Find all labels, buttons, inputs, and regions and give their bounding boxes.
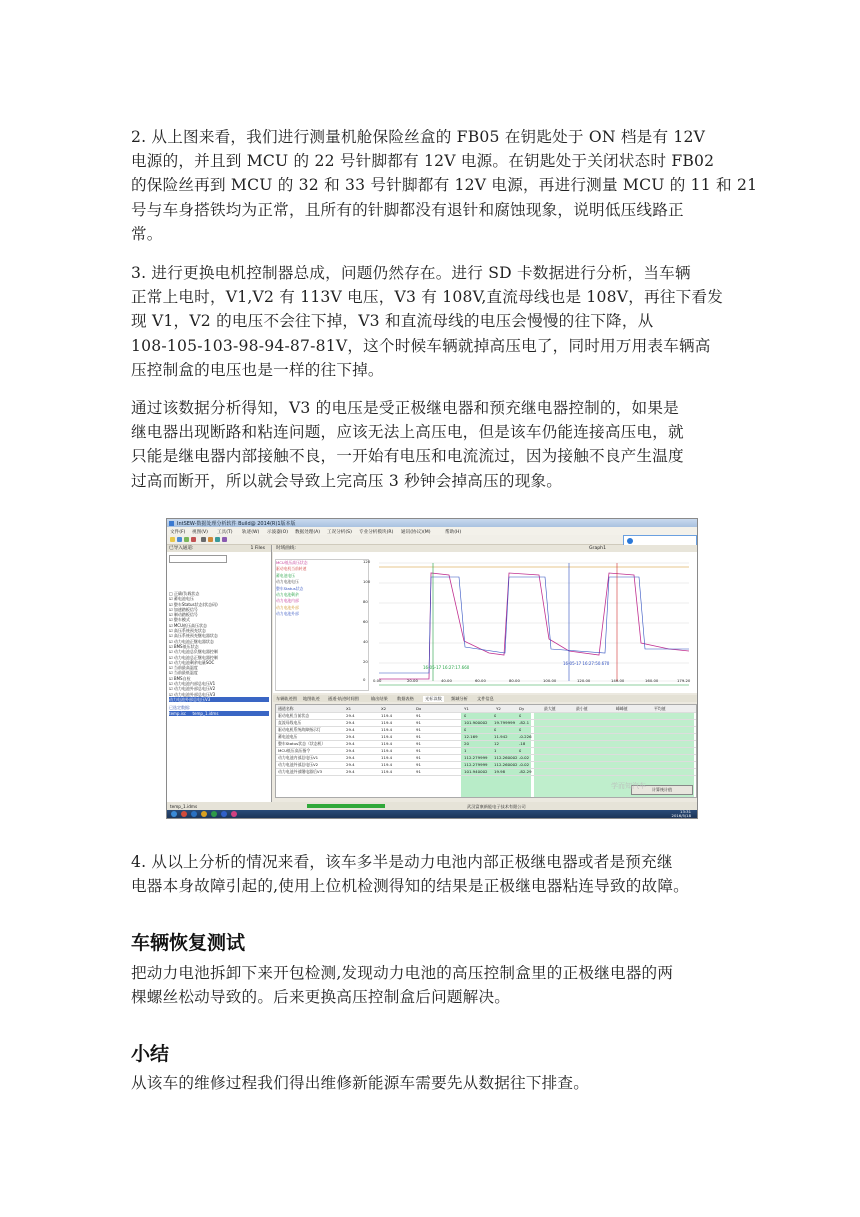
watermark: 学而知汽车: [611, 782, 646, 790]
tree-item[interactable]: ☑ 整车Status状态(状态码): [169, 601, 218, 607]
status-file: temp_1.idms: [170, 803, 198, 809]
open-icon[interactable]: [170, 537, 175, 542]
tab[interactable]: 数据表格: [397, 696, 414, 701]
cell-y1: 20: [464, 741, 469, 746]
cell-dx: 91: [416, 720, 421, 725]
menu-item[interactable]: 视图(V): [192, 529, 208, 535]
legend-item[interactable]: 动力电池外部: [276, 604, 299, 610]
cursor-label-2: 16-05-17 16:27:50.670: [563, 661, 610, 666]
column-header: Y2: [496, 706, 501, 711]
cell-x1: 29.4: [346, 741, 355, 746]
delete-icon[interactable]: [191, 537, 196, 542]
text-line: 电器本身故障引起的,使用上位机检测得知的结果是正极继电器粘连导致的故障。: [131, 877, 689, 896]
tab-active[interactable]: 光标读数: [425, 696, 442, 701]
tree-item[interactable]: ☑ 动力电池总正继电器控制: [169, 654, 218, 660]
window-titlebar: [167, 519, 697, 527]
column-header: 峰峰值: [616, 706, 628, 711]
progress-bar: [307, 804, 385, 808]
tree-item-selected[interactable]: 动力电池外部总电压V3: [169, 697, 269, 702]
menu-item[interactable]: 轨迹(W): [242, 529, 260, 535]
signal-plot: [369, 553, 695, 691]
cell-dy: 0: [519, 748, 522, 753]
software-screenshot: [166, 518, 698, 819]
menu-item[interactable]: 文件(F): [170, 529, 186, 535]
cell-name: 驱动电机当前状态: [278, 713, 310, 718]
menu-item[interactable]: 专业分析模块(R): [359, 529, 394, 535]
column-header: Dx: [416, 706, 422, 711]
paragraph-sd-analysis: [131, 261, 737, 382]
cell-x2: 119.4: [381, 720, 393, 725]
x-tick: 20.00: [407, 678, 418, 683]
table-row[interactable]: [276, 768, 696, 776]
cell-x1: 29.4: [346, 734, 355, 739]
paragraph-summary: [131, 1071, 737, 1095]
cell-x2: 119.4: [381, 755, 393, 760]
menu-item[interactable]: 帮助(H): [445, 529, 462, 535]
selected-file-row[interactable]: temp.isc temp_1.idms: [169, 711, 269, 716]
cell-y2: 0: [494, 713, 497, 718]
text-line: 4. 从以上分析的情况来看，该车多半是动力电池内部正极继电器或者是预充继: [131, 853, 673, 871]
channel-tree: [169, 591, 269, 716]
cell-dx: 91: [416, 769, 421, 774]
cell-y2: 11.942: [494, 734, 508, 739]
text-line: 过高而断开，所以就会导致上完高压 3 秒钟会掉高压的现象。: [131, 471, 563, 490]
column-header: 最小值: [576, 706, 588, 711]
column-header: Y1: [464, 706, 469, 711]
text-line: 从该车的维修过程我们得出维修新能源车需要先从数据往下排查。: [131, 1074, 590, 1092]
cloud-icon: [627, 538, 633, 544]
tree-item[interactable]: ☑ 动力电池总负继电器控制: [169, 649, 218, 655]
tab[interactable]: 输出结果: [371, 696, 388, 701]
legend-item[interactable]: 动力电池电压: [276, 579, 299, 585]
selected-data-label: 已选定数据:: [169, 705, 191, 711]
column-header: 平均值: [654, 706, 666, 711]
plot-header: [273, 545, 697, 552]
x-tick: 0.00: [373, 678, 382, 683]
cell-dy: -0.226: [519, 734, 532, 739]
cell-dy: 0: [519, 713, 522, 718]
cell-dy: -18: [519, 741, 526, 746]
channel-select[interactable]: [169, 555, 227, 563]
cell-y2: 112.260002: [494, 762, 518, 767]
app-icon[interactable]: [191, 811, 197, 817]
cell-name: 驱动电机系统故障指示灯: [278, 727, 321, 732]
tree-item[interactable]: ☑ 高压系统预充状态: [169, 628, 206, 634]
menu-item[interactable]: 工具(T): [217, 529, 233, 535]
tree-item[interactable]: ☑ 动力电池内部总电压V1: [169, 681, 216, 687]
paragraph-fuse-check: [131, 125, 758, 246]
cell-name: MCU低压高压指令: [278, 748, 311, 753]
browser-icon[interactable]: [181, 811, 187, 817]
cell-x1: 29.4: [346, 755, 355, 760]
column-header: 最大值: [544, 706, 556, 711]
menu-item[interactable]: 工况分析(S): [327, 529, 352, 535]
x-tick: 120.00: [577, 678, 591, 683]
cursor-icon[interactable]: [208, 537, 213, 542]
x-tick: 160.00: [645, 678, 659, 683]
zoom-icon[interactable]: [201, 537, 206, 542]
cell-dy: -82.29: [519, 769, 532, 774]
x-tick: 60.00: [475, 678, 486, 683]
text-line: 压控制盒的电压也是一样的往下掉。: [131, 360, 384, 379]
x-tick: 80.00: [509, 678, 520, 683]
menu-item[interactable]: 通讯(协议)(M): [401, 529, 431, 535]
text-line: 通过该数据分析得知，V3 的电压是受正极继电器和预充继电器控制的，如果是: [131, 399, 679, 417]
settings-icon[interactable]: [222, 537, 227, 542]
cell-y1: 112.279999: [464, 755, 488, 760]
time-domain-panel: [273, 545, 697, 693]
tree-item[interactable]: ☑ MCU低压高压状态: [169, 622, 208, 628]
column-header: X2: [381, 706, 387, 711]
paragraph-relay-analysis: [131, 396, 737, 493]
tree-item[interactable]: ☑ 加速踏板信号: [169, 606, 198, 612]
column-header: X1: [346, 706, 352, 711]
cell-dx: 91: [416, 762, 421, 767]
tab[interactable]: 文件信息: [477, 696, 494, 701]
menu-item[interactable]: 示波器(O): [267, 529, 288, 535]
tree-item[interactable]: ☑ 动力电池外部总电压V3: [169, 691, 216, 697]
windows-taskbar: [167, 810, 697, 818]
cell-x1: 29.4: [346, 720, 355, 725]
y-tick: 40: [363, 639, 368, 644]
clock: [672, 810, 691, 818]
cell-y2: 19.98: [494, 769, 506, 774]
cell-y2: 19.799999: [494, 720, 516, 725]
x-tick: 179.20: [677, 678, 691, 683]
tree-item[interactable]: ☑ 整车模式: [169, 617, 190, 623]
x-tick: 140.00: [611, 678, 625, 683]
text-line: 现 V1，V2 的电压不会往下掉，V3 和直流母线的电压会慢慢的往下降，从: [131, 312, 654, 331]
app-icon: [169, 521, 174, 526]
cell-name: 蓄电池电压: [278, 734, 298, 739]
cell-dy: -0.02: [519, 755, 530, 760]
cell-x1: 29.4: [346, 762, 355, 767]
cell-y1: 0: [464, 713, 467, 718]
x-axis-ticks: [373, 678, 697, 684]
legend-list: [275, 559, 369, 691]
tree-item[interactable]: ☑ 制动踏板信号: [169, 612, 198, 618]
legend-item[interactable]: 动力电池外部: [276, 611, 299, 617]
cell-x2: 119.4: [381, 741, 393, 746]
text-line: 正常上电时，V1,V2 有 113V 电压，V3 有 108V,直流母线也是 108V，再往下看发: [131, 288, 724, 307]
tab[interactable]: 频域分析: [451, 696, 468, 701]
text-line: 棵螺丝松动导致的。后来更换高压控制盒后问题解决。: [131, 988, 511, 1007]
tab[interactable]: 通道-轨迹时间图: [328, 696, 359, 701]
word-icon[interactable]: [221, 811, 227, 817]
cell-y2: 12: [494, 741, 499, 746]
import-icon[interactable]: [184, 537, 189, 542]
media-icon[interactable]: [211, 811, 217, 817]
cell-y2: 1: [494, 748, 497, 753]
cell-name: 动力电池外部继电器后V3: [278, 769, 323, 774]
cell-dx: 91: [416, 727, 421, 732]
legend-item[interactable]: 驱动电机当前转速: [276, 566, 307, 572]
file-count: 1 Files: [250, 546, 265, 551]
channel-panel-header: [167, 545, 271, 552]
text-line: 把动力电池拆卸下来开包检测,发现动力电池的高压控制盒里的正极继电器的两: [131, 964, 674, 982]
text-line: 常。: [131, 224, 163, 243]
tree-item[interactable]: ☑ 当前最低温度: [169, 670, 198, 676]
cell-y2: 112.260002: [494, 755, 518, 760]
x-tick: 40.00: [441, 678, 452, 683]
text-line: 号与车身搭铁均为正常，且所有的针脚都没有退针和腐蚀现象，说明低压线路正: [131, 200, 684, 219]
status-bar: [167, 802, 697, 810]
tree-item[interactable]: ☑ 动力电池正继电器状态: [169, 638, 214, 644]
cell-y1: 12.169: [464, 734, 478, 739]
y-tick: 60: [363, 619, 368, 624]
cell-dy: 0: [519, 727, 522, 732]
y-axis-ticks: [363, 559, 373, 689]
cell-x2: 119.4: [381, 762, 393, 767]
cell-dx: 91: [416, 748, 421, 753]
cell-y1: 1: [464, 748, 467, 753]
calc-stats-button[interactable]: 计算统计值: [631, 785, 693, 795]
heading-summary: 小结: [131, 1043, 170, 1065]
text-line: 2. 从上图来看，我们进行测量机舱保险丝盒的 FB05 在钥匙处于 ON 档是有 12V: [131, 128, 706, 146]
channel-panel-title: 已导入通道:: [169, 546, 194, 551]
cell-x2: 119.4: [381, 713, 393, 718]
cell-x2: 119.4: [381, 727, 393, 732]
y-tick: 100: [363, 579, 371, 584]
cell-x1: 29.4: [346, 727, 355, 732]
cell-name: 直流母线电压: [278, 720, 302, 725]
cell-dy: -0.02: [519, 762, 530, 767]
text-line: 只能是继电器内部接触不良，一开始有电压和电流流过，因为接触不良产生温度: [131, 447, 684, 466]
channel-panel: [167, 545, 272, 811]
clock-date: 2016/5/18: [671, 813, 691, 818]
tree-item[interactable]: ☑ 动力电池外部总电压V2: [169, 686, 216, 692]
clock-time: 13:31: [680, 809, 691, 814]
cell-dx: 91: [416, 741, 421, 746]
tree-item[interactable]: □ 正确/负载状态: [169, 591, 200, 596]
y-tick: 80: [363, 599, 368, 604]
y-tick: 0: [363, 677, 366, 682]
tree-item[interactable]: ☑ 高压系统预充继电器状态: [169, 633, 218, 639]
tree-item[interactable]: ☑ 动力电池剩余电量SOC: [169, 659, 215, 665]
x-tick: 100.00: [543, 678, 557, 683]
cell-x2: 119.4: [381, 748, 393, 753]
heading-recovery: 车辆恢复测试: [131, 932, 246, 954]
tree-item[interactable]: ☑ BMS低压状态: [169, 643, 199, 649]
paragraph-conclusion: [131, 850, 737, 898]
cell-dx: 91: [416, 755, 421, 760]
image-icon[interactable]: [231, 811, 237, 817]
legend-item[interactable]: 整车Status状态: [276, 585, 304, 591]
save-icon[interactable]: [177, 537, 182, 542]
tree-item[interactable]: ☑ 蓄电池电压: [169, 596, 194, 602]
tab[interactable]: 车辆轨迹图: [276, 696, 297, 701]
cell-x1: 29.4: [346, 713, 355, 718]
tree-item[interactable]: ☑ 当前最高温度: [169, 665, 198, 671]
cell-dx: 91: [416, 734, 421, 739]
cell-name: 整车Status状态（状态机）: [278, 741, 326, 746]
tab[interactable]: 地图轨迹: [303, 696, 320, 701]
text-line: 继电器出现断路和粘连问题，应该无法上高压电，但是该车仍能连接高压电，就: [131, 423, 684, 442]
cell-x1: 29.4: [346, 748, 355, 753]
cell-dy: -82.1: [519, 720, 530, 725]
bottom-tabs: [273, 695, 697, 702]
plot-title: 时域曲线:: [276, 546, 296, 551]
menu-bar: [167, 527, 697, 535]
y-tick: 120: [363, 559, 371, 564]
cell-name: 动力电池内部总电压V1: [278, 755, 319, 760]
status-company: 武汉富康新能电子技术有限公司: [467, 803, 526, 809]
y-tick: 20: [363, 659, 368, 664]
cell-y1: 101.900002: [464, 720, 488, 725]
cursor-label: 16-05-17 16:27:17.660: [423, 665, 470, 670]
cell-dx: 91: [416, 713, 421, 718]
cell-x2: 119.4: [381, 734, 393, 739]
legend-item[interactable]: 动力电池剩余: [276, 591, 299, 597]
menu-item[interactable]: 数据处理(A): [295, 529, 321, 535]
start-icon[interactable]: [171, 811, 177, 817]
text-line: 的保险丝再到 MCU 的 32 和 33 号针脚都有 12V 电源，再进行测量 MCU 的 11 和 21: [131, 176, 758, 195]
cell-y1: 112.279999: [464, 762, 488, 767]
text-line: 3. 进行更换电机控制器总成，问题仍然存在。进行 SD 卡数据进行分析，当车辆: [131, 264, 691, 282]
cell-x1: 29.4: [346, 769, 355, 774]
cell-y1: 101.940002: [464, 769, 488, 774]
legend-item[interactable]: 蓄电池电压: [276, 572, 295, 578]
cell-x2: 119.4: [381, 769, 393, 774]
legend-item[interactable]: 动力电池内部: [276, 598, 299, 604]
cell-name: 动力电池外部总电压V2: [278, 762, 319, 767]
window-title: IntSEW-数据处理分析软件 Build@ 2014(R)1版本版: [177, 521, 296, 527]
legend-item[interactable]: MCU低压高压状态: [276, 560, 308, 565]
play-icon[interactable]: [215, 537, 220, 542]
cell-y1: 0: [464, 727, 467, 732]
text-line: 108-105-103-98-94-87-81V，这个时候车辆就掉高压电了，同时用万用表车辆高: [131, 336, 711, 355]
text-line: 电源的，并且到 MCU 的 22 号针脚都有 12V 电源。在钥匙处于关闭状态时 FB02: [131, 152, 715, 171]
column-header: 通道名称: [278, 706, 294, 711]
toolbar: [167, 535, 697, 545]
graph-label: Graph1: [589, 546, 607, 551]
tree-item[interactable]: ☑ BMS自检: [169, 675, 191, 681]
cell-y2: 0: [494, 727, 497, 732]
paragraph-recovery: [131, 961, 737, 1009]
folder-icon[interactable]: [201, 811, 207, 817]
column-header: Dy: [519, 706, 525, 711]
